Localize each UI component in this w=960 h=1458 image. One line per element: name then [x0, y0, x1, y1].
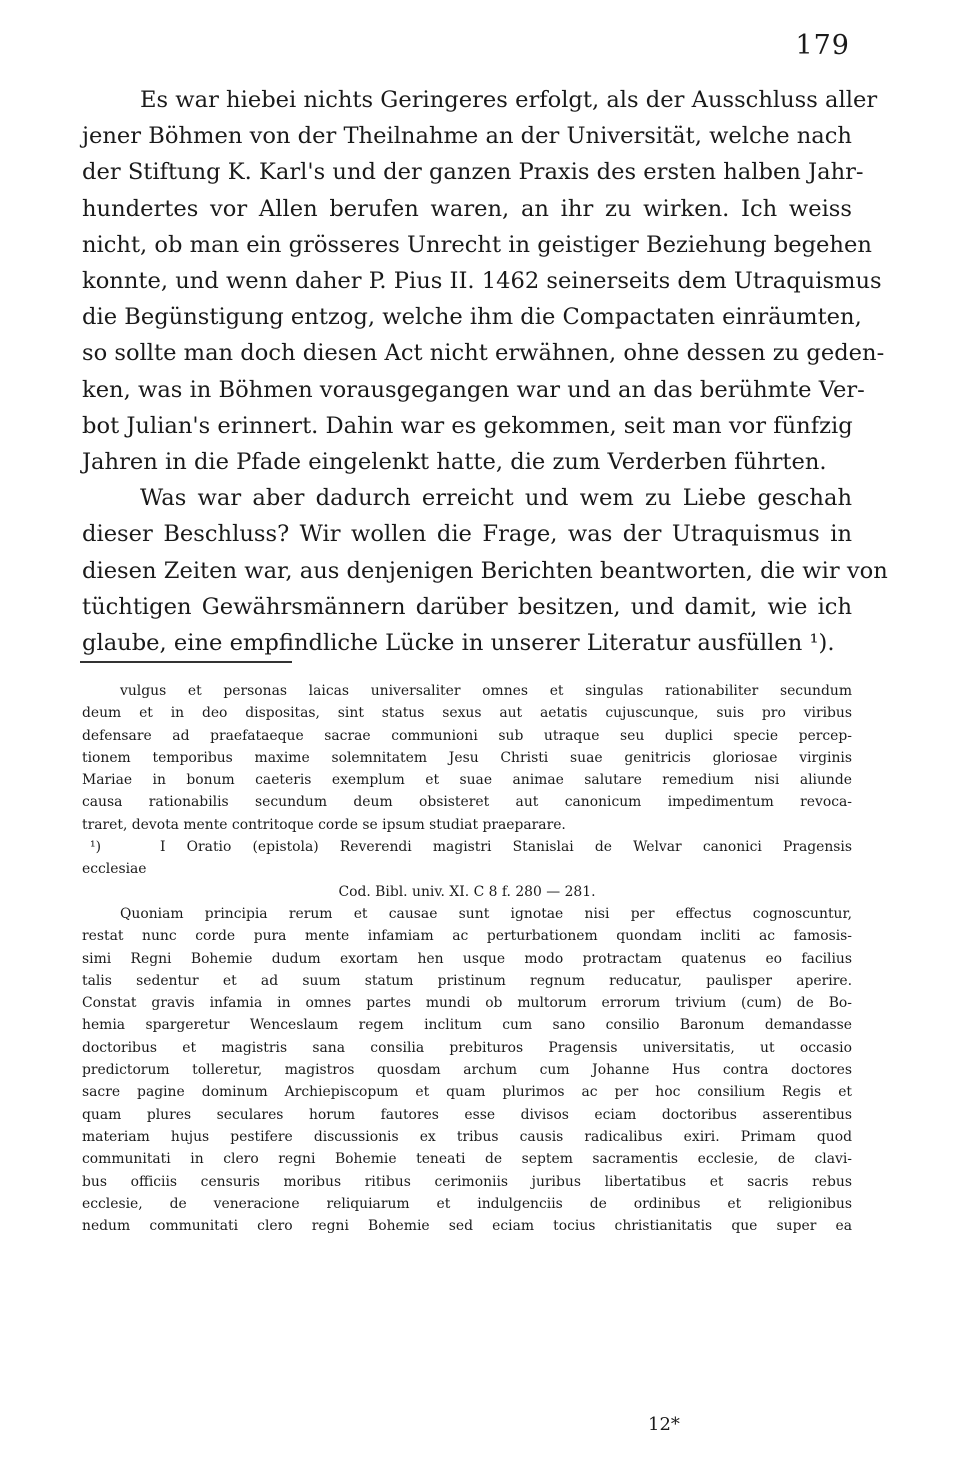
text-line: Jahren in die Pfade eingelenkt hatte, die zum Verderben führten. [82, 449, 827, 476]
text-line: bot Julian's erinnert. Dahin war es gekommen, seit man vor fünfzig [82, 412, 853, 439]
footnote-1 [82, 836, 852, 858]
quote-line: communitati in clero regni Bohemie teneati de septem sacramentis ecclesie, de clavi- [82, 1151, 852, 1168]
text-line: hundertes vor Allen berufen waren, an ihr zu wirken. Ich weiss [82, 195, 852, 222]
footnote-line: ecclesiae [82, 861, 147, 878]
page-number: 179 [795, 30, 850, 61]
text-line: Was war aber dadurch erreicht und wem zu Liebe geschah [140, 485, 852, 512]
quote-line: Constat gravis infamia in omnes partes mundi ob multorum errorum trivium (cum) de Bo- [82, 995, 852, 1012]
footnote-line: vulgus et personas laicas universaliter omnes et singulas rationabiliter secundum [120, 683, 852, 699]
quote-line: simi Regni Bohemie dudum exortam hen usque modo protractam quatenus eo facilius [82, 950, 852, 967]
quote-line: talis sedentur et ad suum statum pristinum regnum reducatur, paulisper aperire. [82, 972, 852, 989]
manuscript-citation: Cod. Bibl. univ. XI. C 8 f. 280 — 281. [338, 883, 596, 900]
footnote-line: Mariae in bonum caeteris exemplum et suae animae salutare remedium nisi aliunde [82, 772, 852, 789]
quote-line: quam plures seculares horum fautores esse divisos eciam doctoribus asserentibus [82, 1106, 852, 1123]
quote-line: hemia spargeretur Wenceslaum regem inclitum cum sano consilio Baronum demandasse [82, 1017, 852, 1034]
text-line: der Stiftung K. Karl's und der ganzen Praxis des ersten halben Jahr- [82, 159, 864, 186]
catchword: 12* [648, 1414, 680, 1435]
text-line: so sollte man doch diesen Act nicht erwähnen, ohne dessen zu geden- [82, 340, 885, 367]
footnote-marker: ¹) [90, 839, 101, 856]
main-text [82, 82, 888, 661]
quote-line: sacre pagine dominum Archiepiscopum et quam plurimos ac per hoc consilium Regis et [82, 1084, 852, 1101]
footnote-line: defensare ad praefataeque sacrae communioni sub utraque seu duplici specie percep- [82, 727, 852, 744]
footnote-title: I Oratio (epistola) Reverendi magistri Stanislai de Welvar canonici Pragensis [160, 839, 852, 856]
footnote-divider [80, 661, 292, 663]
quote-line: predictorum tolleretur, magistros quosdam archum cum Johanne Hus contra doctores [82, 1062, 852, 1079]
text-line: tüchtigen Gewährsmännern darüber besitzen, und damit, wie ich [82, 593, 852, 620]
quote-line: ecclesie, de veneracione reliquiarum et indulgenciis de ordinibus et religionibus [82, 1195, 852, 1212]
quote-line: restat nunc corde pura mente infamiam ac perturbationem quondam incliti ac famosis- [82, 928, 852, 945]
quote-line: materiam hujus pestifere discussionis ex tribus causis radicalibus exiri. Primam quod [82, 1128, 852, 1145]
text-line: die Begünstigung entzog, welche ihm die Compactaten einräumten, [82, 304, 862, 331]
text-line: ken, was in Böhmen vorausgegangen war und an das berühmte Ver- [82, 376, 865, 403]
text-line: konnte, und wenn daher P. Pius II. 1462 seinerseits dem Utraquismus [82, 268, 882, 295]
text-line: dieser Beschluss? Wir wollen die Frage, was der Utraquismus in [82, 521, 852, 548]
footnote-line: tionem temporibus maxime solemnitatem Jesu Christi suae genitricis gloriosae virginis [82, 749, 852, 766]
text-line: diesen Zeiten war, aus denjenigen Berichten beantworten, die wir von [82, 557, 888, 584]
quote-line: doctoribus et magistris sana consilia prebituros Pragensis universitatis, ut occasio [82, 1039, 852, 1056]
quote-line: Quoniam principia rerum et causae sunt ignotae nisi per effectus cognoscuntur, [120, 905, 852, 922]
footnote-line: traret, devota mente contritoque corde se ipsum studiat praeparare. [82, 816, 566, 833]
footnote-line: causa rationabilis secundum deum obsisteret aut canonicum impedimentum revoca- [82, 794, 852, 811]
footnote-line: deum et in deo dispositas, sint status sexus aut aetatis cujuscunque, suis pro viribus [82, 705, 852, 722]
footnotes [82, 680, 852, 1237]
text-line: nicht, ob man ein grösseres Unrecht in geistiger Beziehung begehen [82, 231, 872, 258]
quote-line: nedum communitati clero regni Bohemie sed eciam tocius christianitatis que super ea [82, 1218, 852, 1235]
text-line: glaube, eine empfindliche Lücke in unserer Literatur ausfüllen ¹). [82, 630, 835, 657]
text-line: Es war hiebei nichts Geringeres erfolgt, als der Ausschluss aller [140, 87, 878, 113]
quote-line: bus officiis censuris moribus ritibus cerimoniis juribus libertatibus et sacris rebus [82, 1173, 852, 1190]
text-line: jener Böhmen von der Theilnahme an der Universität, welche nach [82, 123, 852, 150]
